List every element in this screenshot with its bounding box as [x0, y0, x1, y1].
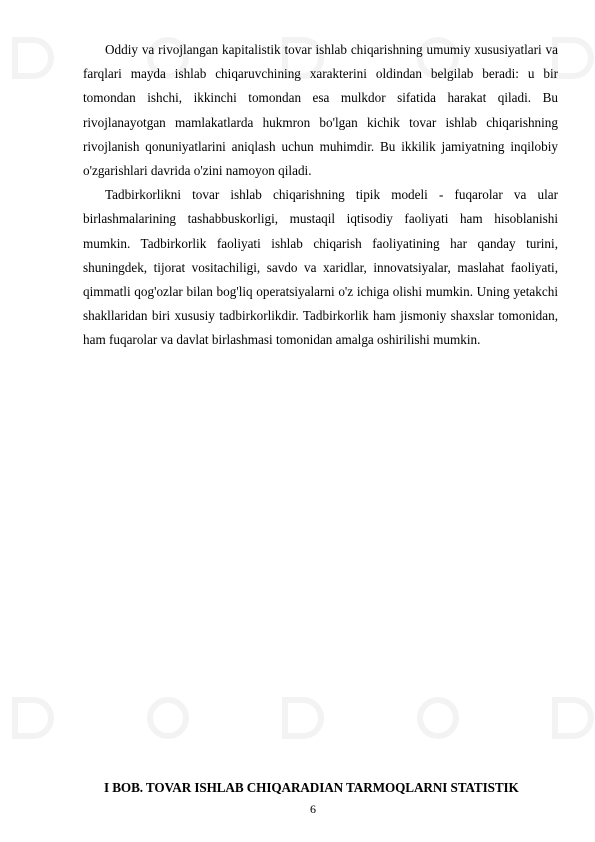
watermark-mark	[555, 700, 591, 736]
watermark-mark	[285, 700, 321, 736]
watermark-mark	[420, 700, 456, 736]
page-number: 6	[310, 802, 316, 816]
paragraph: Tadbirkorlikni tovar ishlab chiqarishning tipik modeli - fuqarolar va ular birlashmalarining tashabbuskorligi, mustaqil iqtisodiy faoliyati ham hisoblanishi mumkin. Tadbirkorlik faoliyati ishlab chiqarish faoliyatining har qanday turini, shuningdek, tijorat vositachiligi, savdo va xaridlar, innovatsiyalar, maslahat faoliyati, qimmatli qog'ozlar bilan bog'liq operatsiyalarni o'z ichiga olishi mumkin. Uning yetakchi shakllaridan biri xususiy tadbirkorlikdir. Tadbirkorlik ham jismoniy shaxslar tomonidan, ham fuqarolar va davlat birlashmasi tomonidan amalga oshirilishi mumkin.	[83, 187, 558, 348]
watermark-mark	[15, 700, 51, 736]
watermark-mark	[150, 700, 186, 736]
chapter-title: I BOB. TOVAR ISHLAB CHIQARADIAN TARMOQLARNI STATISTIK	[104, 780, 519, 795]
paragraph: Oddiy va rivojlangan kapitalistik tovar ishlab chiqarishning umumiy xususiyatlari va farqlari mayda ishlab chiqaruvchining xarakterini oldindan belgilab beradi: u bir tomondan ishchi, ikkinchi tomondan esa mulkdor sifatida harakat qiladi. Bu rivojlanayotgan mamlakatlarda hukmron bo'lgan kichik tovar ishlab chiqarishning rivojlanish qonuniyatlarini aniqlash uchun muhimdir. Bu ikkilik jamiyatning inqilobiy o'zgarishlari davrida o'zini namoyon qiladi.	[83, 42, 558, 179]
watermark-mark	[15, 40, 51, 76]
body-text	[83, 38, 558, 353]
watermark-mark	[555, 40, 591, 76]
